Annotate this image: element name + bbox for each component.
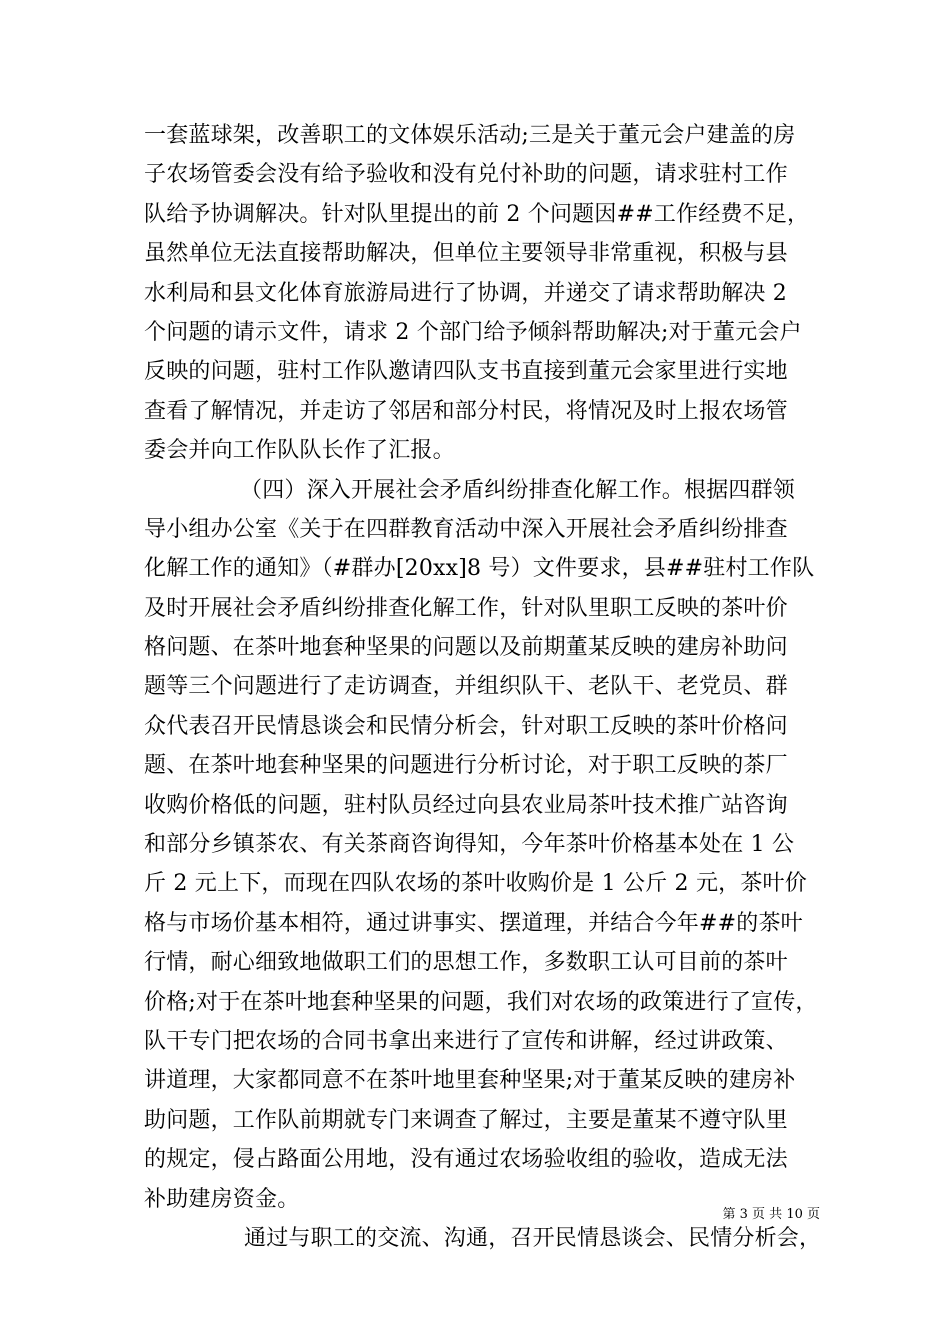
text-line: 格与市场价基本相符，通过讲事实、摆道理，并结合今年##的茶叶 [144, 910, 803, 936]
text-line: 队干专门把农场的合同书拿出来进行了宣传和讲解，经过讲政策、 [144, 1028, 788, 1054]
text-line: 价格;对于在茶叶地套种坚果的问题，我们对农场的政策进行了宣传， [144, 989, 818, 1015]
text-line: 水利局和县文化体育旅游局进行了协调，并递交了请求帮助解决 2 [144, 280, 787, 306]
text-line: 收购价格低的问题，驻村队员经过向县农业局茶叶技术推广站咨询 [144, 792, 788, 818]
paragraph-start-line: 通过与职工的交流、沟通，召开民情恳谈会、民情分析会， [244, 1225, 822, 1251]
text-line: 补助建房资金。 [144, 1186, 300, 1212]
text-line: 个问题的请示文件，请求 2 个部门给予倾斜帮助解决;对于董元会户 [144, 319, 802, 345]
text-line: 的规定，侵占路面公用地，没有通过农场验收组的验收，造成无法 [144, 1147, 788, 1173]
section-heading-line: （四）深入开展社会矛盾纠纷排查化解工作。根据四群领 [240, 477, 796, 503]
text-line: 虽然单位无法直接帮助解决，但单位主要领导非常重视，积极与县 [144, 241, 788, 267]
text-line: 众代表召开民情恳谈会和民情分析会，针对职工反映的茶叶价格问 [144, 713, 788, 739]
text-line: 委会并向工作队队长作了汇报。 [144, 438, 455, 464]
page-number: 第 3 页 共 10 页 [722, 1207, 820, 1222]
text-line: 行情，耐心细致地做职工们的思想工作，多数职工认可目前的茶叶 [144, 950, 788, 976]
text-line: 一套蓝球架，改善职工的文体娱乐活动;三是关于董元会户建盖的房 [144, 123, 796, 148]
text-line: 讲道理，大家都同意不在茶叶地里套种坚果;对于董某反映的建房补 [144, 1068, 796, 1094]
text-line: 导小组办公室《关于在四群教育活动中深入开展社会矛盾纠纷排查 [144, 516, 788, 542]
text-line: 队给予协调解决。针对队里提出的前 2 个问题因##工作经费不足， [144, 201, 810, 227]
text-line: 查看了解情况，并走访了邻居和部分村民，将情况及时上报农场管 [144, 398, 788, 424]
text-line: 及时开展社会矛盾纠纷排查化解工作，针对队里职工反映的茶叶价 [144, 595, 788, 621]
text-line: 化解工作的通知》（#群办[20xx]8 号）文件要求，县##驻村工作队 [144, 556, 815, 582]
text-line: 斤 2 元上下，而现在四队农场的茶叶收购价是 1 公斤 2 元，茶叶价 [144, 871, 807, 897]
text-line: 反映的问题，驻村工作队邀请四队支书直接到董元会家里进行实地 [144, 359, 788, 385]
text-line: 格问题、在茶叶地套种坚果的问题以及前期董某反映的建房补助问 [144, 635, 788, 661]
body-text [144, 116, 824, 1258]
text-line: 子农场管委会没有给予验收和没有兑付补助的问题，请求驻村工作 [144, 162, 788, 188]
text-line: 和部分乡镇茶农、有关茶商咨询得知，今年茶叶价格基本处在 1 公 [144, 832, 795, 858]
text-line: 助问题，工作队前期就专门来调查了解过，主要是董某不遵守队里 [144, 1107, 788, 1133]
text-line: 题、在茶叶地套种坚果的问题进行分析讨论，对于职工反映的茶厂 [144, 753, 788, 779]
text-line: 题等三个问题进行了走访调查，并组织队干、老队干、老党员、群 [144, 674, 788, 700]
